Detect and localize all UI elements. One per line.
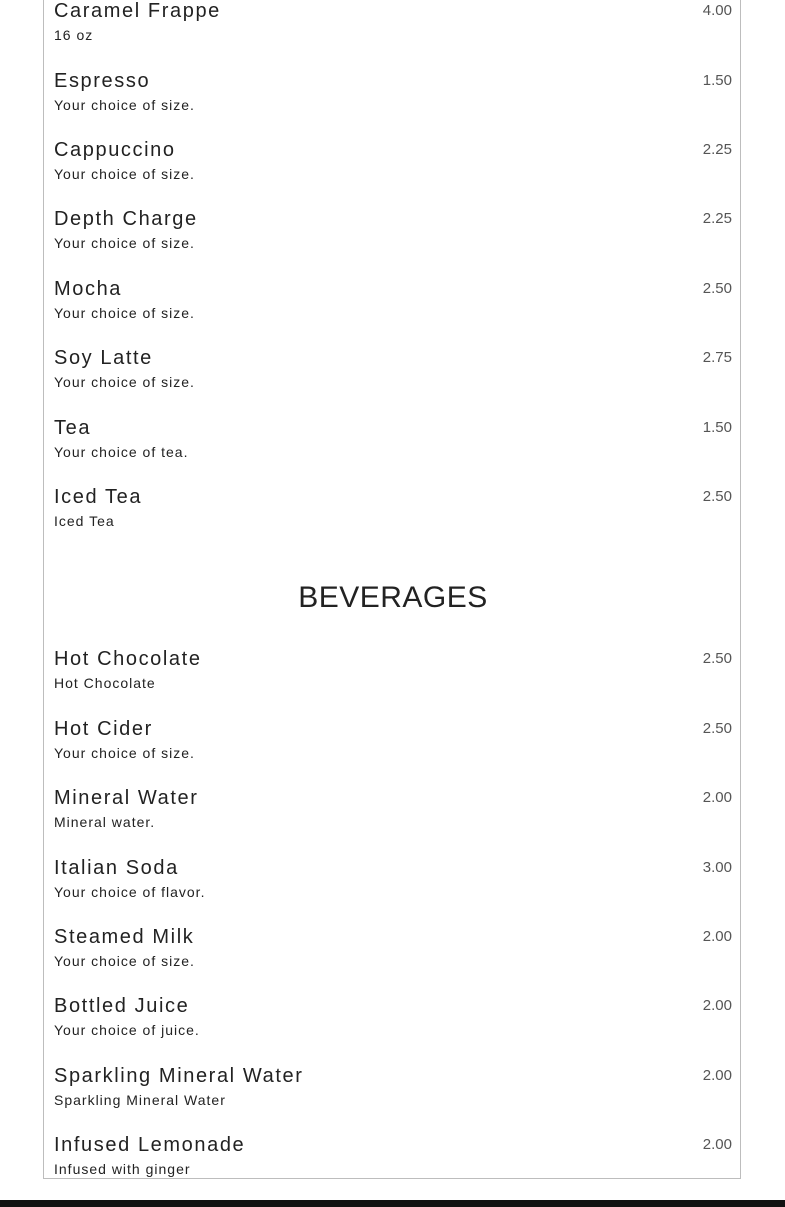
item-description: Your choice of size. (54, 305, 195, 321)
item-price: 2.50 (702, 720, 732, 737)
item-name: Depth Charge (54, 208, 198, 230)
menu-item-iced-tea[interactable] (54, 486, 732, 546)
item-description: Your choice of size. (54, 97, 195, 113)
item-price: 2.25 (702, 210, 732, 227)
item-description: Your choice of size. (54, 166, 195, 182)
menu-item-mocha[interactable] (54, 278, 732, 338)
menu-item-depth-charge[interactable] (54, 208, 732, 268)
menu-item-espresso[interactable] (54, 70, 732, 130)
item-description: Your choice of tea. (54, 444, 189, 460)
item-description: Your choice of size. (54, 235, 195, 251)
item-name: Infused Lemonade (54, 1134, 246, 1156)
item-price: 2.50 (702, 488, 732, 505)
item-name: Tea (54, 417, 92, 439)
section-heading-beverages: BEVERAGES (298, 581, 488, 614)
menu-item-hot-chocolate[interactable] (54, 648, 732, 708)
item-price: 2.00 (702, 1136, 732, 1153)
item-name: Soy Latte (54, 347, 153, 369)
item-name: Caramel Frappe (54, 0, 221, 22)
menu-item-tea[interactable] (54, 417, 732, 477)
item-name: Cappuccino (54, 139, 176, 161)
item-description: Sparkling Mineral Water (54, 1092, 226, 1108)
item-price: 1.50 (702, 419, 732, 436)
item-price: 2.25 (702, 141, 732, 158)
item-name: Sparkling Mineral Water (54, 1065, 304, 1087)
menu-item-infused-lemonade[interactable] (54, 1134, 732, 1194)
menu-item-soy-latte[interactable] (54, 347, 732, 407)
item-price: 2.00 (702, 928, 732, 945)
item-description: Your choice of size. (54, 745, 195, 761)
menu-item-cappuccino[interactable] (54, 139, 732, 199)
item-price: 2.00 (702, 1067, 732, 1084)
item-price: 4.00 (702, 2, 732, 19)
item-description: Your choice of size. (54, 374, 195, 390)
item-name: Espresso (54, 70, 151, 92)
item-name: Hot Chocolate (54, 648, 202, 670)
menu-item-mineral-water[interactable] (54, 787, 732, 847)
item-price: 3.00 (702, 859, 732, 876)
item-price: 2.50 (702, 650, 732, 667)
menu-item-italian-soda[interactable] (54, 857, 732, 917)
menu-item-caramel-frappe[interactable] (54, 0, 732, 60)
item-name: Iced Tea (54, 486, 143, 508)
item-name: Hot Cider (54, 718, 153, 740)
item-name: Bottled Juice (54, 995, 190, 1017)
item-description: Your choice of flavor. (54, 884, 206, 900)
footer-bar (0, 1200, 785, 1207)
menu-item-hot-cider[interactable] (54, 718, 732, 778)
item-price: 2.00 (702, 997, 732, 1014)
menu-item-steamed-milk[interactable] (54, 926, 732, 986)
item-description: 16 oz (54, 27, 94, 43)
item-description: Mineral water. (54, 814, 156, 830)
item-name: Italian Soda (54, 857, 179, 879)
item-price: 2.00 (702, 789, 732, 806)
item-description: Hot Chocolate (54, 675, 156, 691)
menu-item-sparkling-mineral-water[interactable] (54, 1065, 732, 1125)
item-name: Mocha (54, 278, 123, 300)
item-price: 2.50 (702, 280, 732, 297)
item-price: 2.75 (702, 349, 732, 366)
item-description: Your choice of juice. (54, 1022, 200, 1038)
item-description: Your choice of size. (54, 953, 195, 969)
menu-item-bottled-juice[interactable] (54, 995, 732, 1055)
item-description: Iced Tea (54, 513, 115, 529)
item-name: Mineral Water (54, 787, 199, 809)
item-price: 1.50 (702, 72, 732, 89)
menu-panel (43, 0, 741, 1179)
item-description: Infused with ginger (54, 1161, 191, 1177)
item-name: Steamed Milk (54, 926, 195, 948)
